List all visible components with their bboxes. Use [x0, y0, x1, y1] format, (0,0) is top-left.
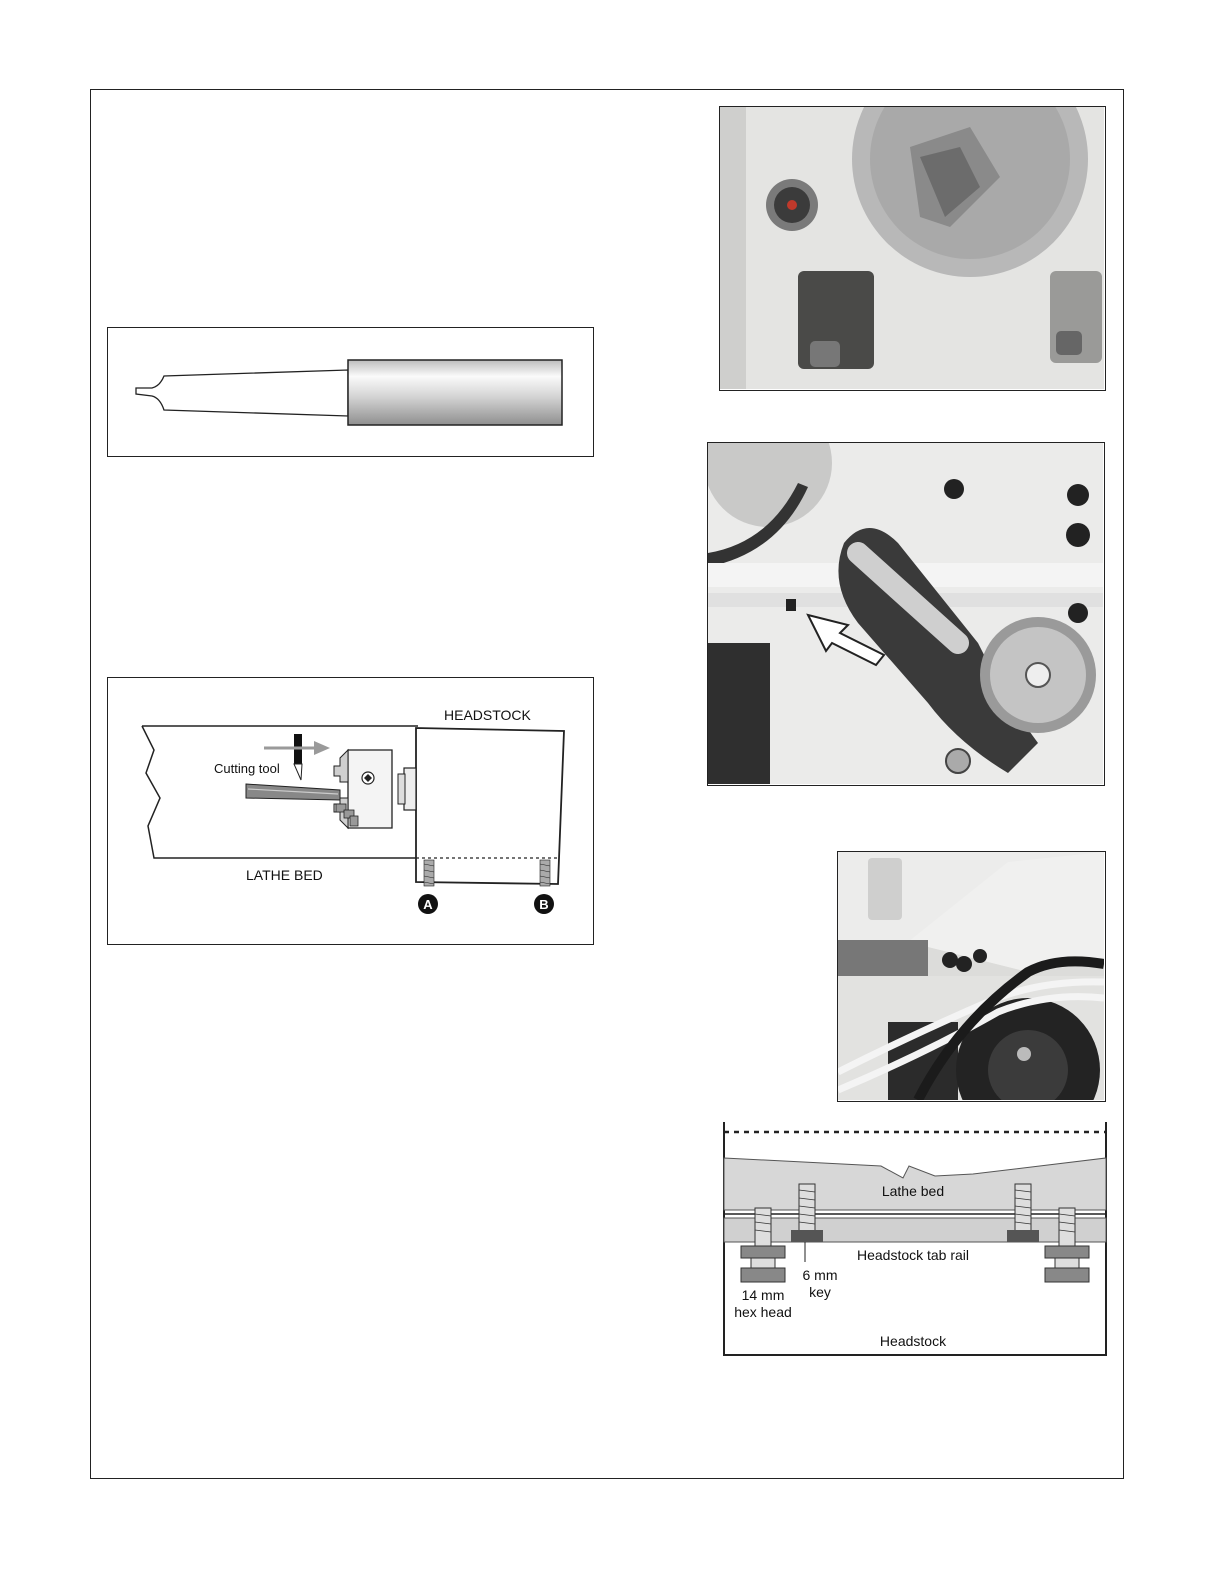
rail-headstock-label: Headstock — [879, 1333, 947, 1349]
chuck-photo — [719, 106, 1106, 391]
hex-label-line2: hex head — [734, 1304, 792, 1320]
hex-label-line1: 14 mm — [741, 1287, 785, 1303]
marker-a-label: A — [423, 897, 433, 912]
tool-taper — [136, 370, 348, 416]
cutting-tool-label: Cutting tool — [214, 761, 280, 776]
rail-figure — [721, 1122, 1109, 1358]
headstock-figure — [107, 677, 594, 945]
cable-photo — [837, 851, 1106, 1102]
marker-b-label: B — [539, 897, 549, 912]
key-label-line2: key — [809, 1284, 831, 1300]
lathe-bed-label: LATHE BED — [246, 867, 323, 883]
tool-shank — [348, 360, 562, 425]
rail-tab-rail-label: Headstock tab rail — [856, 1247, 970, 1263]
headstock-label: HEADSTOCK — [444, 707, 531, 723]
key-label-line1: 6 mm — [802, 1267, 838, 1283]
tool-figure — [107, 327, 594, 457]
gear-photo — [707, 442, 1105, 786]
rail-lathe-bed-label: Lathe bed — [881, 1183, 945, 1199]
feed-arrow-icon — [314, 741, 330, 755]
tab-rail — [724, 1218, 1106, 1242]
